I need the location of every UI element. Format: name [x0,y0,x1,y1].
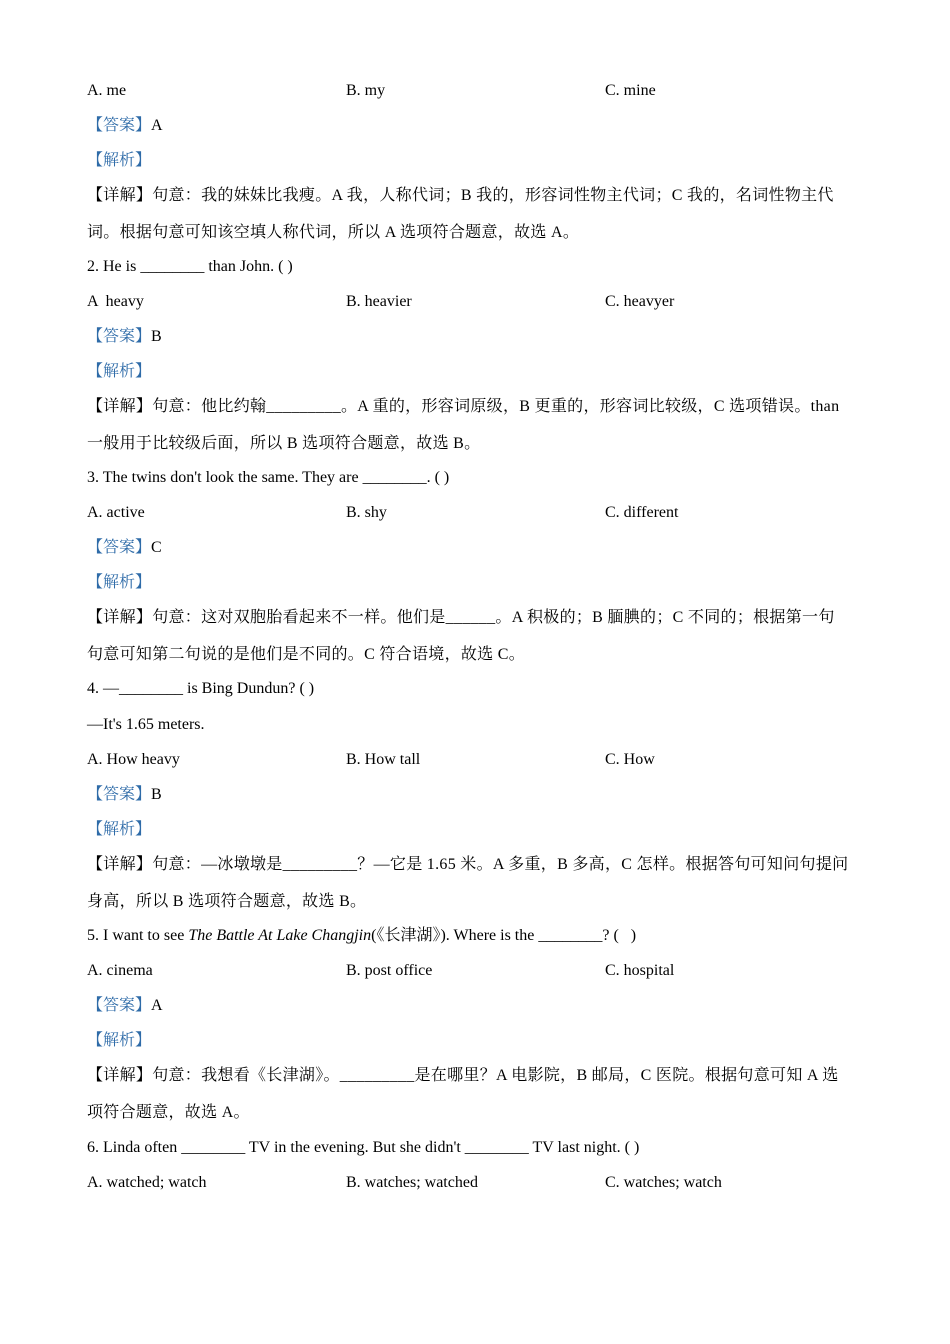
q1-detail-line-1 [87,186,867,206]
q2-question: 2. He is ________ than John. ( ) [87,258,293,275]
q4-option-c: C. How [605,751,655,768]
answer-tag: 【答案】 [87,328,152,345]
analysis-tag: 【解析】 [87,574,152,591]
q6-option-a: A. watched; watch [87,1174,207,1191]
q6-option-b: B. watches; watched [346,1174,478,1191]
detail-text: 句意：我想看《长津湖》。_________是在哪里？A 电影院，B 邮局，C 医院。根据句意可知 A 选 [152,1067,839,1084]
q3-detail-line-2: 句意可知第二句说的是他们是不同的。C 符合语境，故选 C。 [87,646,526,663]
detail-text: 句意：他比约翰_________。A 重的，形容词原级，B 更重的，形容词比较级，C 选项错误。than [152,398,840,415]
q1-answer [87,116,867,136]
detail-text: 句意：—冰墩墩是_________？—它是 1.65 米。A 多重，B 多高，C 怎样。根据答句可知问句提问 [152,856,849,873]
analysis-tag: 【解析】 [87,363,152,380]
q4-analysis [87,820,867,840]
q3-question: 3. The twins don't look the same. They are ________. ( ) [87,469,450,486]
q4-options [87,750,867,770]
q6-question: 6. Linda often ________ TV in the evening. But she didn't ________ TV last night. ( ) [87,1139,640,1156]
q3-detail-line-1 [87,608,867,628]
q5-option-c: C. hospital [605,962,675,979]
q5-option-a: A. cinema [87,962,153,979]
q5-movie-title: The Battle At Lake Changjin [188,927,372,944]
q5-question-post: (《长津湖》). Where is the ________? ( ) [371,927,637,944]
answer-tag: 【答案】 [87,786,152,803]
q2-detail-line-2: 一般用于比较级后面，所以 B 选项符合题意，故选 B。 [87,435,481,452]
q2-answer [87,327,867,347]
answer-tag: 【答案】 [87,539,152,556]
q1-analysis [87,151,867,171]
detail-tag: 【详解】 [87,856,153,873]
q3-option-c: C. different [605,504,679,521]
q4-option-a: A. How heavy [87,751,180,768]
q1-option-b: B. my [346,82,386,99]
q2-option-a: A heavy [87,293,144,310]
answer-tag: 【答案】 [87,117,152,134]
q2-detail-line-1 [87,397,867,417]
answer-value: B [151,328,162,345]
q5-option-b: B. post office [346,962,433,979]
q4-reply: —It's 1.65 meters. [87,716,205,733]
answer-value: A [151,117,163,134]
q5-options [87,961,867,981]
q1-option-c: C. mine [605,82,656,99]
q4-detail-line-1 [87,855,867,875]
q4-detail-line-2: 身高，所以 B 选项符合题意，故选 B。 [87,893,367,910]
q5-question-pre: 5. I want to see [87,927,189,944]
q6-options [87,1173,867,1193]
q5-question [87,926,867,946]
answer-value: A [151,997,163,1014]
q3-answer [87,538,867,558]
q5-analysis [87,1031,867,1051]
q1-option-a: A. me [87,82,127,99]
q2-option-c: C. heavyer [605,293,675,310]
analysis-tag: 【解析】 [87,821,152,838]
q6-option-c: C. watches; watch [605,1174,722,1191]
q5-answer [87,996,867,1016]
q3-option-b: B. shy [346,504,387,521]
detail-text: 句意：这对双胞胎看起来不一样。他们是______。A 积极的；B 腼腆的；C 不同的；根据第一句 [152,609,835,626]
detail-tag: 【详解】 [87,187,153,204]
q3-options [87,503,867,523]
q1-options [87,81,867,101]
q4-option-b: B. How tall [346,751,421,768]
answer-value: C [151,539,162,556]
q3-analysis [87,573,867,593]
detail-tag: 【详解】 [87,398,153,415]
q2-options [87,292,867,312]
q4-question: 4. —________ is Bing Dundun? ( ) [87,680,315,697]
q5-detail-line-1 [87,1066,867,1086]
answer-tag: 【答案】 [87,997,152,1014]
q5-detail-line-2: 项符合题意，故选 A。 [87,1104,250,1121]
detail-text: 句意：我的妹妹比我瘦。A 我，人称代词；B 我的，形容词性物主代词；C 我的，名词性物主代 [152,187,834,204]
q2-analysis [87,362,867,382]
detail-tag: 【详解】 [87,609,153,626]
answer-value: B [151,786,162,803]
q3-option-a: A. active [87,504,145,521]
detail-tag: 【详解】 [87,1067,153,1084]
q4-answer [87,785,867,805]
q1-detail-line-2: 词。根据句意可知该空填人称代词，所以 A 选项符合题意，故选 A。 [87,224,580,241]
analysis-tag: 【解析】 [87,1032,152,1049]
q2-option-b: B. heavier [346,293,412,310]
analysis-tag: 【解析】 [87,152,152,169]
